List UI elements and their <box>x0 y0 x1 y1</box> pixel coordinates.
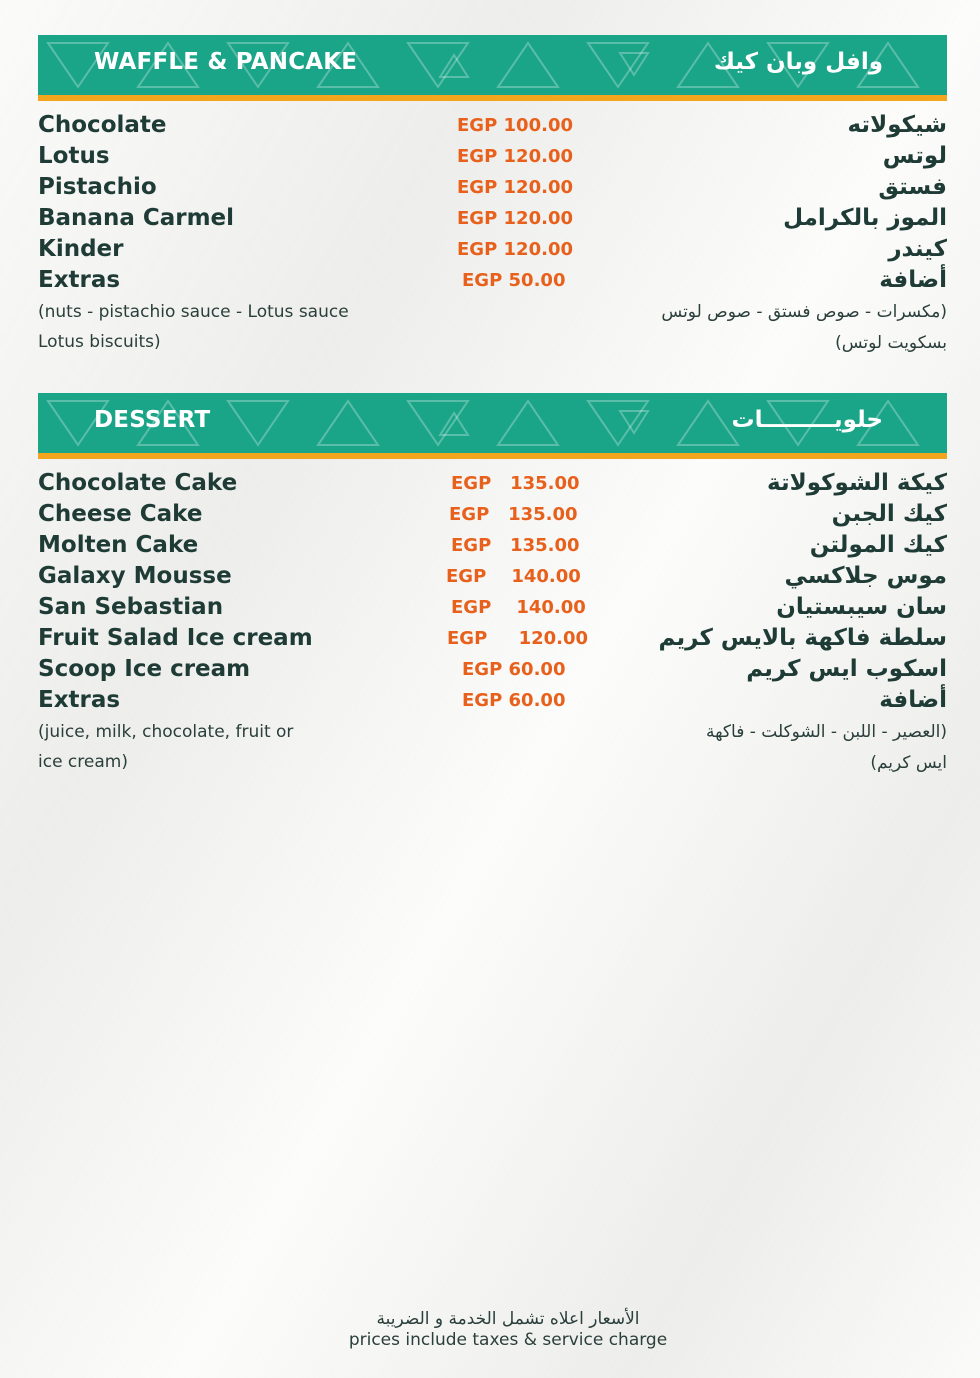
item-price: EGP 140.00 <box>446 566 581 587</box>
item-price: EGP 120.00 <box>457 146 573 167</box>
menu-item-row <box>38 236 947 267</box>
item-name-en: Extras <box>38 267 121 293</box>
banner-stripe <box>38 453 947 459</box>
item-price: EGP 135.00 <box>451 473 580 494</box>
item-name-en: Molten Cake <box>38 532 199 558</box>
item-name-en: San Sebastian <box>38 594 224 620</box>
item-price: EGP 120.00 <box>457 239 573 260</box>
item-name-en: Pistachio <box>38 174 157 200</box>
menu-item-row <box>38 594 947 625</box>
menu-item-row <box>38 532 947 563</box>
menu-item-row <box>38 470 947 501</box>
item-name-en: Banana Carmel <box>38 205 235 231</box>
item-price: EGP 135.00 <box>451 535 580 556</box>
item-price: EGP 135.00 <box>449 504 578 525</box>
item-price: EGP 120.00 <box>457 177 573 198</box>
menu-item-row <box>38 267 947 298</box>
footer-note-en: prices include taxes & service charge <box>348 1330 668 1350</box>
extras-note-ar: ايس كريم) <box>870 753 947 773</box>
item-name-ar: الموز بالكرامل <box>783 205 947 231</box>
menu-item-row <box>38 656 947 687</box>
section-title-ar: حلويـــــــــات <box>731 407 883 433</box>
dessert-banner <box>38 393 947 459</box>
item-name-ar: أضافة <box>879 687 947 713</box>
menu-item-row <box>38 205 947 236</box>
banner-stripe <box>38 95 947 101</box>
item-name-en: Chocolate Cake <box>38 470 238 496</box>
item-name-ar: كيك الجبن <box>831 501 947 527</box>
menu-item-row <box>38 563 947 594</box>
section-title-en: DESSERT <box>94 407 211 433</box>
menu-item-row <box>38 625 947 656</box>
item-name-en: Extras <box>38 687 121 713</box>
menu-item-row <box>38 501 947 532</box>
extras-note-ar: (العصير - اللبن - الشوكلت - فاكهة <box>705 722 947 742</box>
menu-item-row <box>38 687 947 718</box>
item-name-en: Chocolate <box>38 112 167 138</box>
item-name-ar: سلطة فاكهة بالايس كريم <box>658 625 947 651</box>
item-price: EGP 100.00 <box>457 115 573 136</box>
item-price: EGP 140.00 <box>451 597 586 618</box>
section-title-ar: وافل وبان كيك <box>713 49 883 75</box>
extras-note-ar: (مكسرات - صوص فستق - صوص لوتس <box>661 302 947 322</box>
extras-note-en: Lotus biscuits) <box>38 332 161 352</box>
menu-item-row <box>38 143 947 174</box>
item-name-ar: كيندر <box>888 236 947 262</box>
section-title-en: WAFFLE & PANCAKE <box>94 49 358 75</box>
item-name-ar: كيك المولتن <box>809 532 947 558</box>
extras-note-en: ice cream) <box>38 752 128 772</box>
item-price: EGP 50.00 <box>462 270 566 291</box>
item-name-en: Galaxy Mousse <box>38 563 232 589</box>
item-price: EGP 60.00 <box>462 690 566 711</box>
item-name-en: Lotus <box>38 143 110 169</box>
item-price: EGP 60.00 <box>462 659 566 680</box>
item-name-en: Scoop Ice cream <box>38 656 251 682</box>
extras-note-ar: بسكويت لوتس) <box>835 333 947 353</box>
item-name-ar: فستق <box>878 174 947 200</box>
item-name-ar: أضافة <box>879 267 947 293</box>
item-name-en: Cheese Cake <box>38 501 203 527</box>
item-name-ar: لوتس <box>882 143 947 169</box>
item-price: EGP 120.00 <box>447 628 589 649</box>
item-name-ar: اسكوب ايس كريم <box>746 656 947 682</box>
item-name-ar: موس جلاكسي <box>784 563 947 589</box>
item-name-en: Fruit Salad Ice cream <box>38 625 313 651</box>
item-name-en: Kinder <box>38 236 124 262</box>
waffle-pancake-banner <box>38 35 947 101</box>
menu-item-row <box>38 112 947 143</box>
item-name-ar: سان سيبستيان <box>776 594 947 620</box>
extras-note-en: (nuts - pistachio sauce - Lotus sauce <box>38 302 349 322</box>
menu-item-row <box>38 174 947 205</box>
item-name-ar: شيكولاته <box>847 112 947 138</box>
item-name-ar: كيكة الشوكولاتة <box>767 470 947 496</box>
extras-note-en: (juice, milk, chocolate, fruit or <box>38 722 294 742</box>
footer-note-ar: الأسعار اعلاه تشمل الخدمة و الضريبة <box>376 1309 640 1329</box>
item-price: EGP 120.00 <box>457 208 573 229</box>
